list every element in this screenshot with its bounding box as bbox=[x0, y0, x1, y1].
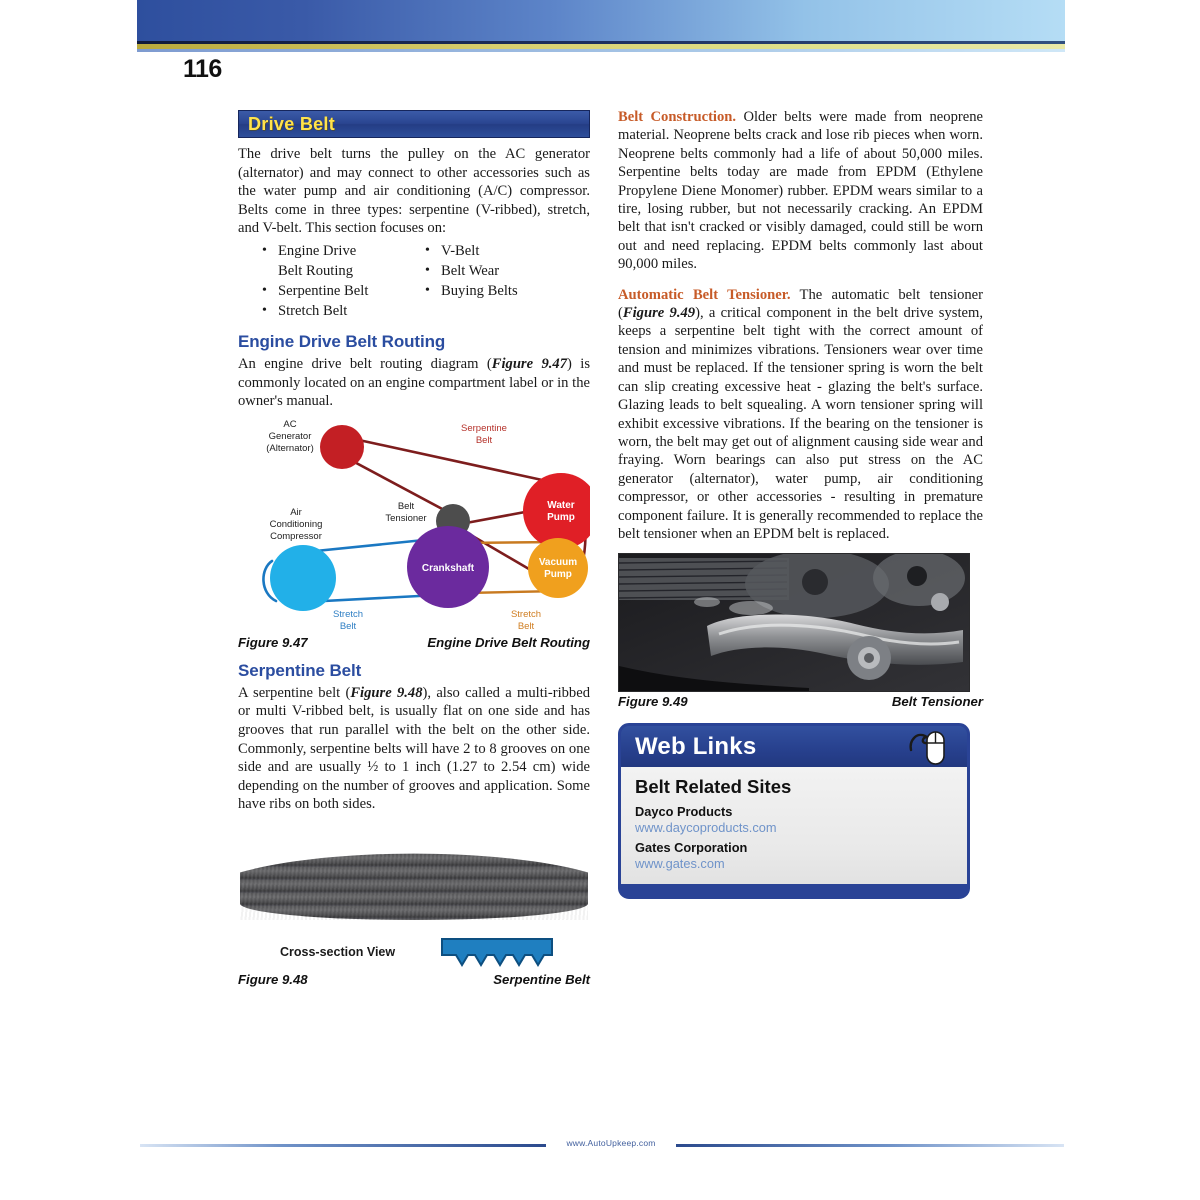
serpentine-belt-paragraph bbox=[238, 684, 590, 814]
pulley-ac-compressor bbox=[270, 545, 336, 611]
list-item bbox=[262, 301, 425, 321]
pulley-label-water-pump: Water bbox=[547, 499, 575, 511]
engine-drive-belt-routing-paragraph bbox=[238, 355, 590, 411]
pulley-label-vacuum-pump-2: Pump bbox=[544, 568, 572, 580]
list-item bbox=[262, 241, 425, 261]
paragraph-text-post: ), a critical component in the belt drive system, keeps a serpentine belt tight with the correct amount of tension and minimizes vibrations. Tensioners wear over time and must be replaced. If the tensioner spring is worn the belt can slip creating excessive heat - glazing the belt's surface. Glazing leads to belt squealing. A worn tensioner spring will exhibit excessive vibrations. If the bearing on the tensioner is worn, the belt may get out of alignment causing side wear and fraying. Worn bearings can also put stress on the AC generator (alternator), water pump, air conditioning compressor, or other accessories - resulting in premature component failure. It is generally recommended to replace the belt tensioner when an EPDM belt is replaced. bbox=[618, 305, 983, 542]
figure-9-48-caption bbox=[238, 972, 590, 987]
bullet-dot-icon: • bbox=[425, 282, 430, 298]
diagram-label-stretch-belt-left-2: Belt bbox=[339, 620, 357, 632]
cross-section-row bbox=[238, 934, 590, 970]
figure-number: Figure 9.47 bbox=[238, 634, 308, 650]
footer-url: www.AutoUpkeep.com bbox=[566, 1138, 656, 1148]
list-item-label: Belt Wear bbox=[441, 262, 500, 279]
figure-9-49-belt-tensioner-photo bbox=[618, 553, 970, 692]
diagram-label-stretch-belt-left: Stretch bbox=[332, 608, 364, 620]
figure-9-47-belt-routing-diagram bbox=[238, 415, 590, 633]
figure-9-47-caption bbox=[238, 635, 590, 650]
belt-construction-paragraph bbox=[618, 108, 983, 274]
paragraph-text-post: ) is commonly located on an engine compartment label or in the owner's manual. bbox=[238, 355, 590, 410]
diagram-label-air-conditioning: Air bbox=[290, 506, 302, 518]
drive-belt-topic-list bbox=[238, 241, 590, 321]
figure-title: Serpentine Belt bbox=[493, 971, 590, 987]
paragraph-text-pre: The automatic belt tensioner ( bbox=[618, 286, 983, 322]
diagram-label-air-conditioning-2: Conditioning bbox=[269, 518, 323, 530]
paragraph-run-in-heading: Belt Construction. bbox=[618, 109, 737, 125]
footer-rule-right bbox=[676, 1144, 1064, 1147]
list-item bbox=[262, 281, 425, 301]
bullet-dot-icon: • bbox=[262, 282, 267, 298]
web-link-site-name: Dayco Products bbox=[635, 804, 733, 820]
bullet-dot-icon: • bbox=[425, 262, 430, 278]
web-links-body bbox=[621, 767, 967, 884]
automatic-belt-tensioner-paragraph bbox=[618, 286, 983, 544]
list-item-label: Engine Drive bbox=[278, 242, 357, 259]
paragraph-run-in-heading: Automatic Belt Tensioner. bbox=[618, 286, 791, 303]
figure-title: Engine Drive Belt Routing bbox=[427, 634, 590, 650]
bullet-dot-icon: • bbox=[425, 242, 430, 258]
pulley-ac-generator bbox=[320, 425, 364, 469]
diagram-label-stretch-belt-right: Stretch bbox=[510, 608, 542, 620]
page-header-band bbox=[137, 0, 1065, 44]
subhead-serpentine-belt: Serpentine Belt bbox=[238, 660, 362, 680]
pulley-label-water-pump-2: Pump bbox=[547, 511, 575, 523]
computer-mouse-icon bbox=[907, 728, 951, 773]
drive-belt-intro-paragraph: The drive belt turns the pulley on the AC generator (alternator) and may connect to other accessories such as the water pump and air conditioning (A/C) compressor. Belts come in three types: serpentine (V-ribbed), stretch, and V-belt. This section focuses on: bbox=[238, 146, 590, 237]
section-banner-title: Drive Belt bbox=[248, 113, 336, 134]
web-links-header bbox=[621, 726, 967, 767]
figure-number: Figure 9.49 bbox=[618, 694, 688, 710]
paragraph-text-post: ), also called a multi-ribbed or multi V-ribbed belt, is usually flat on one side and has grooves that run parallel with the belt on the other side. Commonly, serpentine belts will have 2 to 8 grooves on one side and are usually ½ to 1 inch (1.27 to 2.54 cm) wide depending on the number of grooves and application. Some have ribs on both sides. bbox=[238, 684, 590, 813]
figure-reference: Figure 9.47 bbox=[491, 355, 568, 372]
topic-list-column-2 bbox=[425, 241, 585, 321]
diagram-label-ac-generator-2: Generator bbox=[268, 430, 312, 442]
paragraph-text-pre: A serpentine belt ( bbox=[238, 684, 351, 701]
web-link-site-name: Gates Corporation bbox=[635, 840, 748, 856]
left-column bbox=[238, 110, 590, 987]
web-links-box bbox=[618, 723, 970, 899]
list-item bbox=[425, 261, 585, 281]
list-item-label: Serpentine Belt bbox=[278, 282, 369, 299]
pulley-label-crankshaft: Crankshaft bbox=[421, 562, 475, 574]
figure-9-49-caption bbox=[618, 694, 983, 709]
list-item-continuation bbox=[262, 261, 425, 281]
web-link-url[interactable]: www.gates.com bbox=[635, 856, 725, 872]
right-column bbox=[618, 108, 983, 899]
diagram-label-belt-tensioner-2: Tensioner bbox=[385, 512, 427, 524]
ribbed-belt-band-image bbox=[240, 828, 588, 920]
diagram-label-stretch-belt-right-2: Belt bbox=[517, 620, 535, 632]
section-banner-drive-belt bbox=[238, 110, 590, 138]
paragraph-text-pre: An engine drive belt routing diagram ( bbox=[238, 355, 492, 372]
list-item-label: Buying Belts bbox=[441, 282, 518, 299]
pulley-vacuum-pump bbox=[528, 538, 588, 598]
footer-rule-left bbox=[140, 1144, 546, 1147]
web-links-title: Web Links bbox=[635, 732, 757, 760]
diagram-label-serpentine-belt: Serpentine bbox=[461, 422, 507, 434]
topic-list-column-1 bbox=[262, 241, 425, 321]
subhead-engine-drive-belt-routing: Engine Drive Belt Routing bbox=[238, 331, 446, 351]
web-link-url[interactable]: www.daycoproducts.com bbox=[635, 820, 777, 836]
figure-number: Figure 9.48 bbox=[238, 971, 308, 987]
figure-reference: Figure 9.49 bbox=[622, 305, 696, 322]
diagram-label-air-conditioning-3: Compressor bbox=[270, 530, 322, 542]
web-links-heading: Belt Related Sites bbox=[635, 776, 792, 798]
diagram-label-serpentine-belt-2: Belt bbox=[475, 434, 493, 446]
page-number: 116 bbox=[183, 55, 222, 83]
list-item bbox=[425, 241, 585, 261]
bullet-dot-icon: • bbox=[262, 302, 267, 318]
pulley-label-vacuum-pump: Vacuum bbox=[538, 556, 578, 568]
diagram-label-ac-generator: AC bbox=[283, 418, 297, 430]
figure-title: Belt Tensioner bbox=[891, 694, 983, 710]
serpentine-belt-cross-section-icon bbox=[438, 935, 556, 969]
paragraph-text: Older belts were made from neoprene material. Neoprene belts crack and lose rib pieces when worn. Neoprene belts commonly had a life of about 50,000 miles. Serpentine belts today are made from EPDM (Ethylene Propylene Diene Monomer) rubber. EPDM wears similar to a tire, losing rubber, but not necessarily cracking. An EPDM belt that isn't cracked or visibly damaged, could still be worn out and need replacing. EPDM belts commonly last about 90,000 miles. bbox=[618, 109, 983, 273]
cross-section-label: Cross-section View bbox=[280, 944, 396, 959]
page-header-thin-rule bbox=[137, 49, 1065, 52]
figure-9-48-serpentine-belt-photo bbox=[238, 822, 590, 932]
list-item-label: Belt Routing bbox=[278, 262, 353, 279]
list-item-label: V-Belt bbox=[441, 242, 480, 259]
diagram-label-belt-tensioner: Belt bbox=[397, 500, 415, 512]
bullet-dot-icon: • bbox=[262, 242, 267, 258]
pulley-water-pump bbox=[523, 473, 590, 549]
diagram-label-ac-generator-3: (Alternator) bbox=[266, 442, 314, 454]
figure-reference: Figure 9.48 bbox=[350, 684, 423, 701]
list-item bbox=[425, 281, 585, 301]
list-item-label: Stretch Belt bbox=[278, 302, 348, 319]
